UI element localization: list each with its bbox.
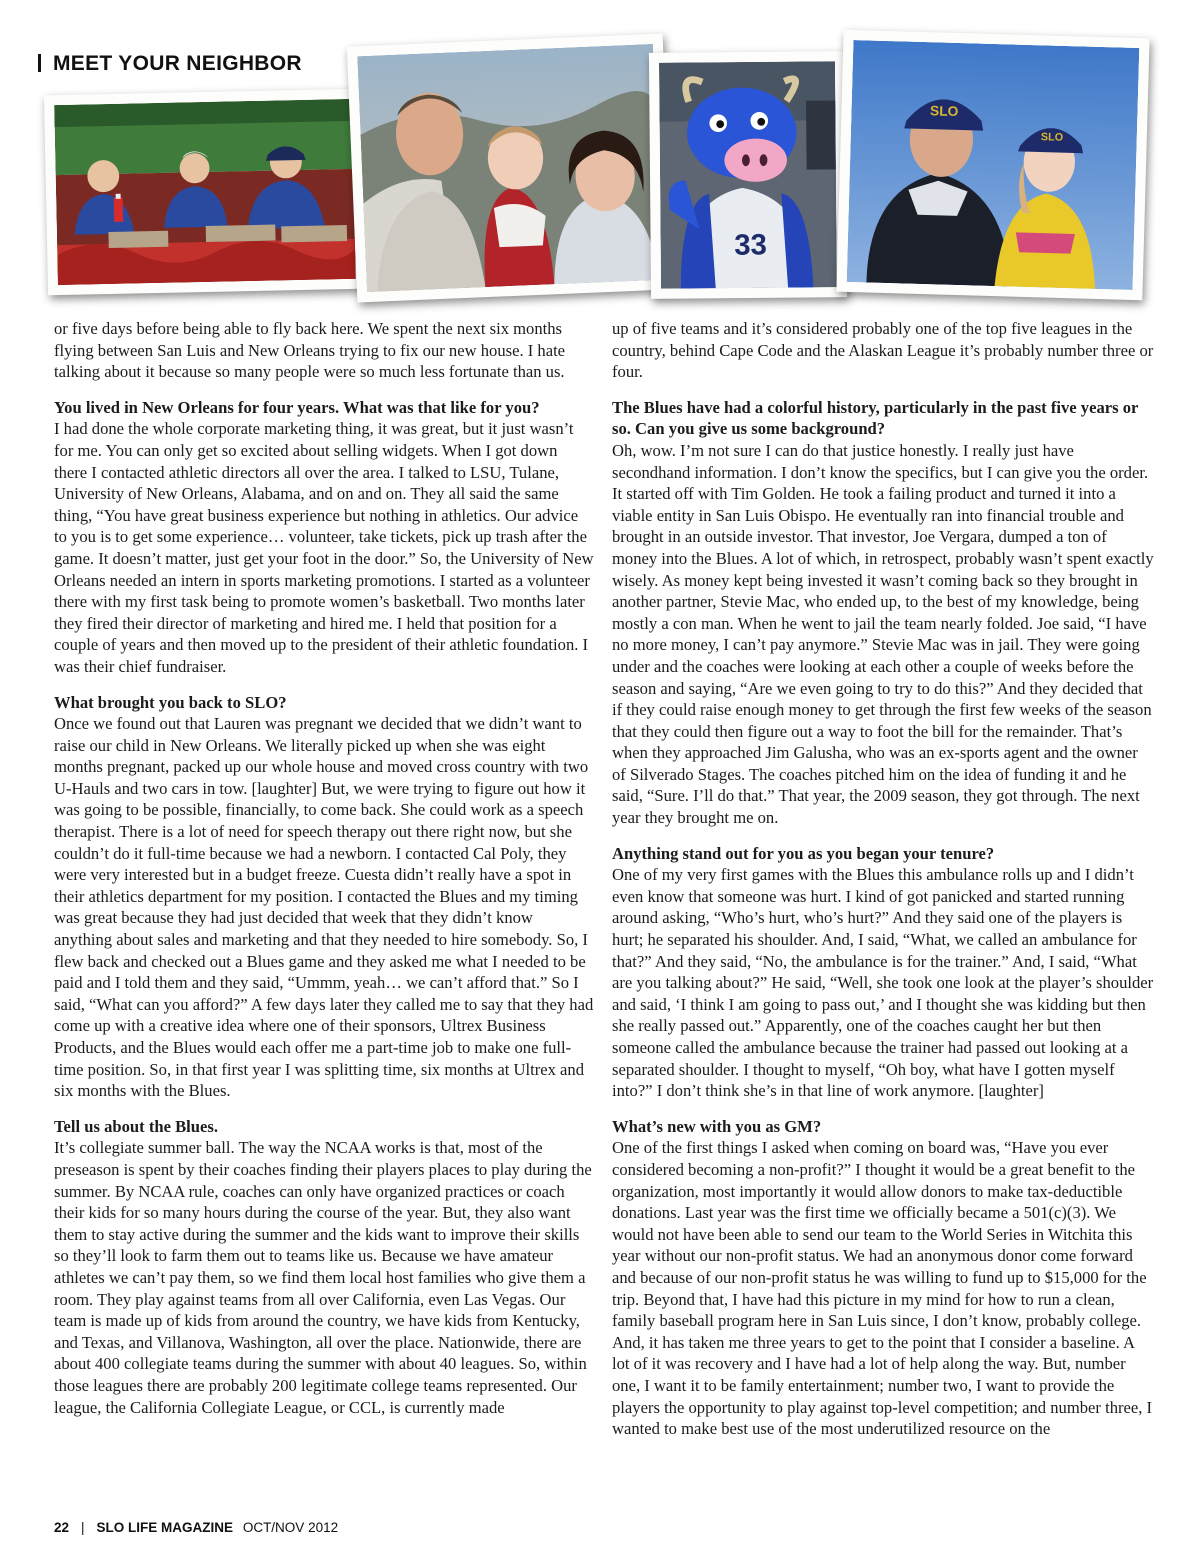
right-column: [612, 318, 1154, 1440]
answer-text: Once we found out that Lauren was pregnant we decided that we didn’t want to raise our child in New Orleans. We literally picked up when she was eight months pregnant, packed up our whole house and moved cross country with two U-Hauls and two cars in tow. [laughter] But, we were trying to figure out how it was going to be possible, financially, to come back. She could work as a speech therapist. There is a lot of need for speech therapy out there right now, but she couldn’t do it full-time because we had a newborn. I contacted Cal Poly, they were very interested but in a budget freeze. Cuesta didn’t really have a spot in their athletics department for my position. I contacted the Blues and my timing was great because they had just decided that week that they didn’t know anything about sales and marketing and that they needed to hire somebody. So, I flew back and checked out a Blues game and they asked me what I needed to be paid and I told them and they said, “Ummm, yeah… we can’t afford that.” So I said, “What can you afford?” A few days later they called me to say that they had come up with a creative idea where one of their sponsors, Ultrex Business Products, and the Blues would each offer me a part-time job to make one full-time position. So, in that first year I was splitting time, six months at Ultrex and six months with the Blues.: [54, 714, 594, 1101]
footer-divider: |: [81, 1520, 85, 1535]
page-number: 22: [54, 1520, 70, 1535]
photo-family: [347, 33, 673, 302]
answer-text: It’s collegiate summer ball. The way the NCAA works is that, most of the preseason is spent by their coaches finding their players places to play during the summer. By NCAA rule, coaches can only have organized practices or coach their kids for so many hours during the course of the year. But, they also want them to stay active during the summer and the kids want to improve their skills so they’ll look to farm them out to teams like us. Because we have amateur athletes we can’t pay them, so we find them local host families who give them a room. They play against teams from all over California, even Las Vegas. Our team is made up of kids from around the country, we have kids from Kentucky, and Texas, and Villanova, Washington, all over the place. Nationwide, there are about 400 collegiate teams during the summer with about 40 leagues. So, within those leagues there are probably 200 legitimate college teams represented. Our league, the California Collegiate League, or CCL, is currently made: [54, 1138, 592, 1417]
answer-text: Oh, wow. I’m not sure I can do that justice honestly. I really just have secondhand information. I don’t know the specifics, but I can give you the order. It started off with Tim Golden. He took a failing product and turned it into a viable entity in San Luis Obispo. He eventually ran into financial trouble and brought in an outside investor. That investor, Joe Vergara, dumped a ton of money into the Blues. A lot of which, in retrospect, probably wasn’t spent exactly wisely. As money kept being invested it wasn’t coming back so they brought in another partner, Stevie Mac, who ended up, to the best of my knowledge, being mostly a con man. When he went to jail the team nearly folded. Joe said, “I have no more money, I can’t pay anymore.” Stevie Mac was in jail. They were going under and the coaches were looking at each other a couple of weeks before the season and saying, “Are we even going to try to do this?” And they decided that if they could raise enough money to get through the first few weeks of the season that they could then figure out a way to foot the bill for the remainder. That’s when they approached Jim Galusha, who was an ex-sports agent and the owner of Silverado Stages. The coaches pitched him on the idea of funding it and he said, “Sure. I’ll do that.” That year, the 2009 season, they got through. The next year they brought me on.: [612, 440, 1154, 828]
cap-logo-child: SLO: [1040, 131, 1064, 144]
paragraph-continued: [612, 318, 1154, 383]
page-footer: [54, 1520, 338, 1535]
answer-text: One of the first things I asked when coming on board was, “Have you ever considered becoming a non-profit?” I thought it would be a great benefit to the organization, most importantly it would allow donors to make tax-deductible donations. Last year was the first time we officially became a 501(c)(3). We would not have been able to send our team to the World Series in Witchita this year without our non-profit status. We had an anonymous donor come forward and because of our non-profit status he was willing to fund up to $15,000 for the trip. Beyond that, I have had this picture in my mind for how to run a clean, family baseball program here in San Luis since, I don’t know, probably college. And, it has taken me three years to get to the point that I consider a baseline. A lot of it was recovery and I have had a lot of help along the way. But, number one, I want it to be family entertainment; number two, I want to provide the players the opportunity to play against top-level competition; and number three, I wanted to make best use of the most underutilized resource on the: [612, 1138, 1153, 1439]
answer-text: up of five teams and it’s considered probably one of the top five leagues in the country, behind Cape Code and the Alaskan League it’s probably number three or four.: [612, 319, 1154, 382]
man-child-illustration: [847, 40, 1140, 290]
mascot-illustration: [659, 61, 837, 289]
photo-man-child: [836, 30, 1149, 300]
qa-history: [612, 397, 1154, 829]
question-heading: What brought you back to SLO?: [54, 692, 287, 712]
answer-text: I had done the whole corporate marketing thing, it was great, but it just wasn’t for me. You can only get so excited about selling widgets. When I got down there I contacted athletic directors all over the area. I talked to LSU, Tulane, University of New Orleans, Alabama, and on and on. They all said the same thing, “You have great business experience but nothing in athletics. Our advice to you is to get some experience… volunteer, take tickets, pick up trash after the game. It doesn’t matter, just get your foot in the door.” So, the University of New Orleans needed an intern in sports marketing promotions. I started as a volunteer there with my first task being to promote women’s basketball. Two months later they fired their director of marketing and hired me. I held that position for a couple of years and then moved up to the president of their athletic foundation. I was their chief fundraiser.: [54, 419, 594, 676]
section-label: [38, 52, 302, 76]
photo-stadium-group: [44, 89, 366, 296]
qa-back-to-slo: [54, 692, 594, 1102]
qa-tenure: [612, 843, 1154, 1102]
qa-new-orleans: [54, 397, 594, 678]
cap-logo-man: SLO: [929, 102, 959, 120]
section-title: MEET YOUR NEIGHBOR: [53, 52, 302, 75]
jersey-number: 33: [734, 228, 768, 262]
question-heading: Tell us about the Blues.: [54, 1116, 218, 1136]
question-heading: The Blues have had a colorful history, particularly in the past five years or so. Can you give us some background?: [612, 397, 1139, 439]
qa-new-as-gm: [612, 1116, 1154, 1440]
issue-date: OCT/NOV 2012: [242, 1520, 339, 1535]
question-heading: What’s new with you as GM?: [612, 1116, 822, 1136]
qa-about-blues: [54, 1116, 594, 1418]
answer-text: One of my very first games with the Blues this ambulance rolls up and I didn’t even know that someone was hurt. I kind of got panicked and started running around asking, “Who’s hurt, who’s hurt?” And they said one of the players is hurt; he separated his shoulder. And, I said, “What, we called an ambulance for that?” And they said, “No, the ambulance is for the trainer.” And, I said, “What are you talking about?” He said, “Well, she took one look at the player’s shoulder and said, ‘I think I am going to pass out,’ and I thought she was kidding but then she really passed out.” Apparently, one of the coaches caught her but then someone called the ambulance because the trainer had passed out looking at a separated shoulder. I thought to myself, “Oh boy, what have I gotten myself into?” I don’t think she’s in that line of work anymore. [laughter]: [612, 865, 1154, 1101]
family-illustration: [357, 44, 663, 292]
magazine-name: SLO LIFE MAGAZINE: [96, 1520, 234, 1535]
question-heading: Anything stand out for you as you began your tenure?: [612, 843, 995, 863]
stadium-group-illustration: [54, 99, 356, 285]
left-column: [54, 318, 594, 1418]
question-heading: You lived in New Orleans for four years. What was that like for you?: [54, 397, 540, 417]
photo-mascot: [649, 51, 847, 299]
answer-text: or five days before being able to fly back here. We spent the next six months flying between San Luis and New Orleans trying to fix our new house. I hate talking about it because so many people were so much less fortunate than us.: [54, 319, 566, 382]
paragraph-continued: [54, 318, 594, 383]
section-bar: [38, 54, 41, 72]
